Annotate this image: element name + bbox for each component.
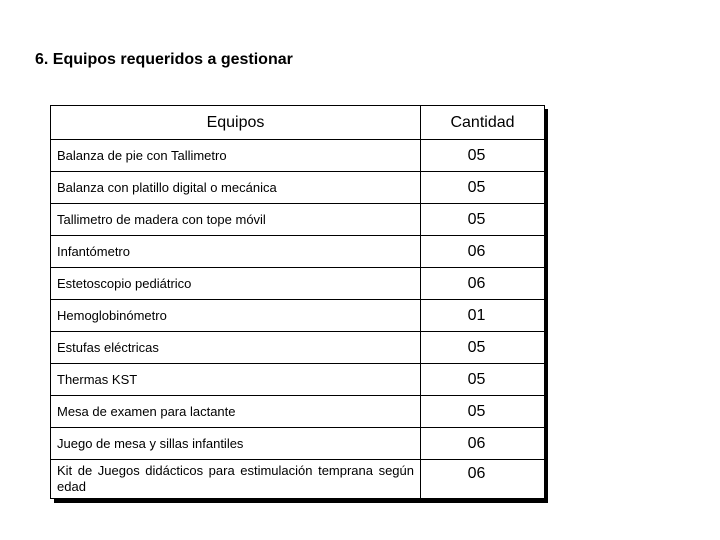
table-row bbox=[51, 396, 545, 428]
equipment-name: Juego de mesa y sillas infantiles bbox=[51, 428, 421, 460]
equipment-name: Balanza de pie con Tallimetro bbox=[51, 140, 421, 172]
table-row bbox=[51, 428, 545, 460]
equipment-quantity: 05 bbox=[421, 396, 545, 428]
equipment-name: Infantómetro bbox=[51, 236, 421, 268]
column-header-cantidad: Cantidad bbox=[421, 106, 545, 140]
equipment-name: Thermas KST bbox=[51, 364, 421, 396]
table-row bbox=[51, 300, 545, 332]
equipment-quantity: 06 bbox=[421, 236, 545, 268]
equipment-quantity: 05 bbox=[421, 204, 545, 236]
equipment-name: Balanza con platillo digital o mecánica bbox=[51, 172, 421, 204]
equipment-name: Mesa de examen para lactante bbox=[51, 396, 421, 428]
equipment-quantity: 01 bbox=[421, 300, 545, 332]
equipment-quantity: 06 bbox=[421, 428, 545, 460]
table-row bbox=[51, 268, 545, 300]
column-header-equipos: Equipos bbox=[51, 106, 421, 140]
section-title: 6. Equipos requeridos a gestionar bbox=[35, 51, 293, 68]
table-row bbox=[51, 236, 545, 268]
equipment-quantity: 05 bbox=[421, 364, 545, 396]
table-row bbox=[51, 332, 545, 364]
equipment-name: Estetoscopio pediátrico bbox=[51, 268, 421, 300]
equipment-quantity: 05 bbox=[421, 172, 545, 204]
equipment-name: Estufas eléctricas bbox=[51, 332, 421, 364]
table-row bbox=[51, 364, 545, 396]
equipment-quantity: 06 bbox=[421, 268, 545, 300]
table-row bbox=[51, 460, 545, 499]
equipment-quantity: 06 bbox=[421, 460, 545, 499]
table-row bbox=[51, 172, 545, 204]
equipment-table bbox=[50, 105, 544, 499]
equipment-name: Tallimetro de madera con tope móvil bbox=[51, 204, 421, 236]
table-row bbox=[51, 140, 545, 172]
equipment-name: Hemoglobinómetro bbox=[51, 300, 421, 332]
equipment-quantity: 05 bbox=[421, 332, 545, 364]
table-row bbox=[51, 204, 545, 236]
table-header-row bbox=[51, 106, 545, 140]
equipment-quantity: 05 bbox=[421, 140, 545, 172]
equipment-name: Kit de Juegos didácticos para estimulación temprana según edad bbox=[51, 460, 421, 499]
